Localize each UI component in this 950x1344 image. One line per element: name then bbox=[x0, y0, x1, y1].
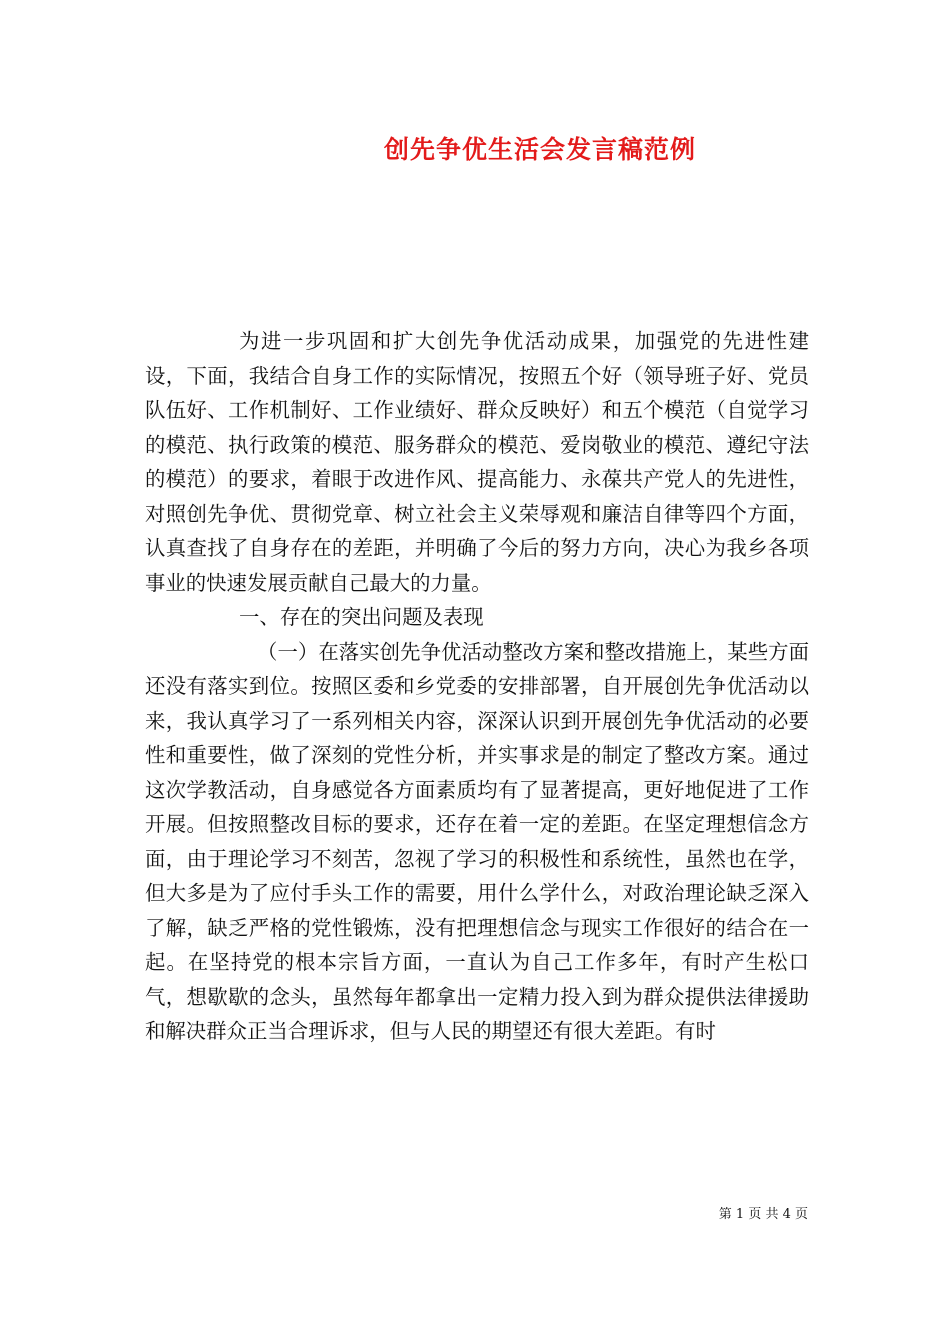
subsection-paragraph: （一）在落实创先争优活动整改方案和整改措施上，某些方面还没有落实到位。按照区委和乡党委的安排部署，自开展创先争优活动以来，我认真学习了一系列相关内容，深深认识到开展创先争优活动的必要性和重要性，做了深刻的党性分析，并实事求是的制定了整改方案。通过这次学教活动，自身感觉各方面素质均有了显著提高，更好地促进了工作开展。但按照整改目标的要求，还存在着一定的差距。在坚定理想信念方面，由于理论学习不刻苦，忽视了学习的积极性和系统性，虽然也在学，但大多是为了应付手头工作的需要，用什么学什么，对政治理论缺乏深入了解，缺乏严格的党性锻炼，没有把理想信念与现实工作很好的结合在一起。在坚持党的根本宗旨方面，一直认为自己工作多年，有时产生松口气，想歇歇的念头，虽然每年都拿出一定精力投入到为群众提供法律援助和解决群众正当合理诉求，但与人民的期望还有很大差距。有时 bbox=[145, 639, 809, 1043]
intro-paragraph: 为进一步巩固和扩大创先争优活动成果，加强党的先进性建设，下面，我结合自身工作的实际情况，按照五个好（领导班子好、党员队伍好、工作机制好、工作业绩好、群众反映好）和五个模范（自觉学习的模范、执行政策的模范、服务群众的模范、爱岗敬业的模范、遵纪守法的模范）的要求，着眼于改进作风、提高能力、永葆共产党人的先进性，对照创先争优、贯彻党章、树立社会主义荣辱观和廉洁自律等四个方面，认真查找了自身存在的差距，并明确了今后的努力方向，决心为我乡各项事业的快速发展贡献自己最大的力量。 bbox=[145, 329, 809, 595]
page-title: 创先争优生活会发言稿范例 bbox=[383, 135, 696, 164]
document-body bbox=[145, 324, 809, 1049]
section-heading: 一、存在的突出问题及表现 bbox=[239, 605, 484, 629]
page-number: 第 1 页 共 4 页 bbox=[718, 1207, 808, 1222]
